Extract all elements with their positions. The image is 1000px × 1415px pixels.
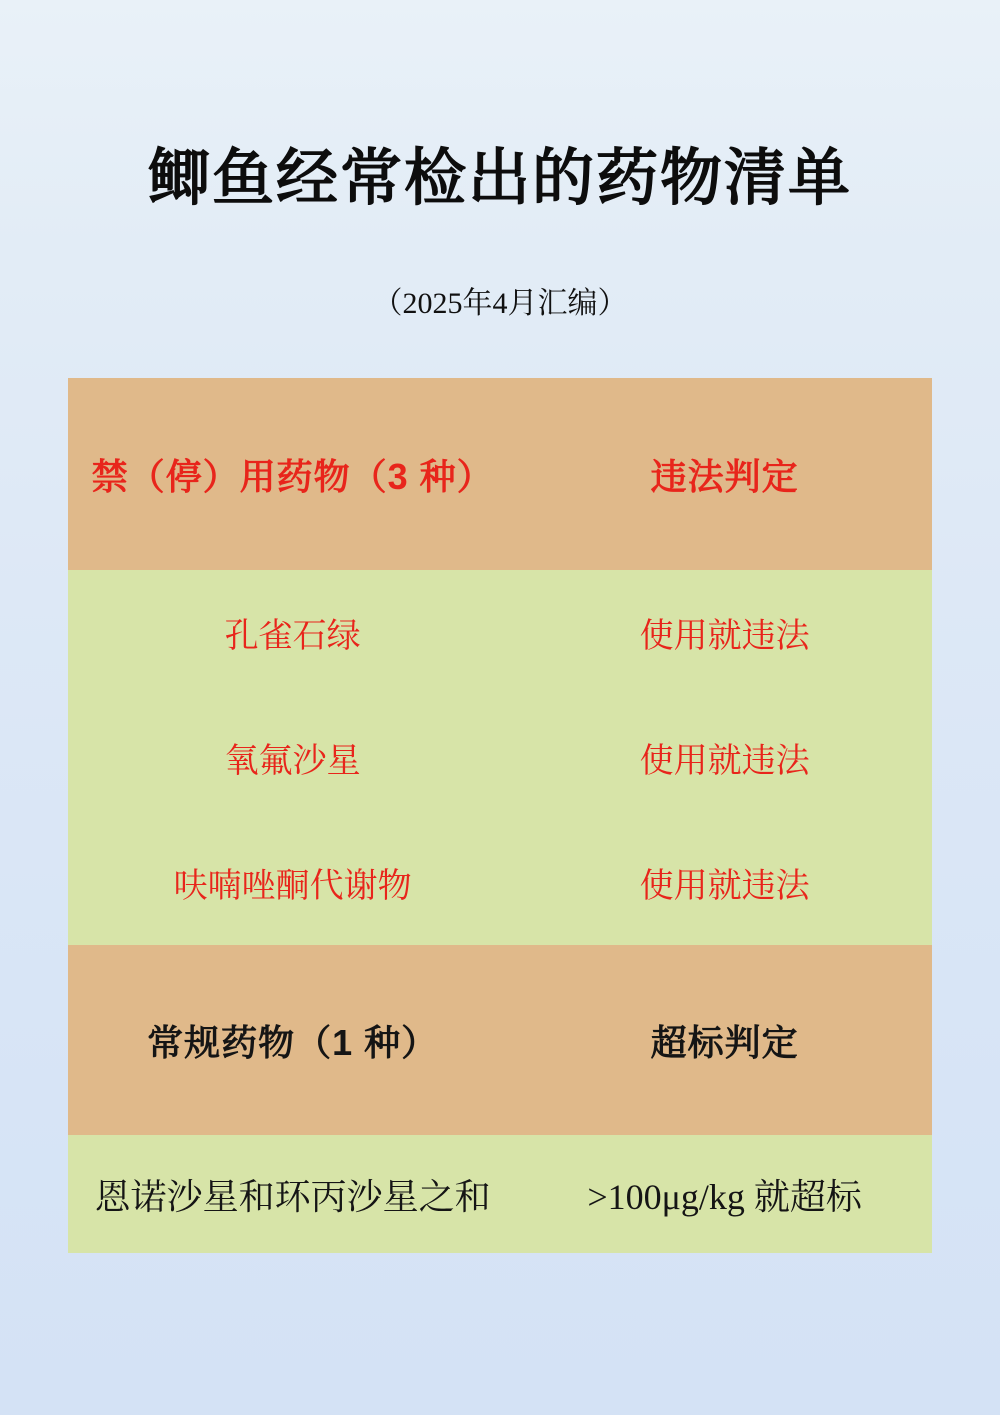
table-row: [68, 820, 932, 945]
table-row: [68, 1135, 932, 1253]
drug-name: 氧氟沙星: [224, 742, 361, 780]
drug-name: 孔雀石绿: [224, 617, 361, 655]
drug-verdict-cell: [517, 695, 932, 820]
page-title: 鲫鱼经常检出的药物清单: [147, 144, 852, 213]
banned-category-label: 禁（停）用药物（3 种）: [91, 455, 494, 497]
routine-verdict-label: 超标判定: [650, 1021, 799, 1063]
drug-verdict-cell: [517, 1135, 932, 1253]
drug-verdict-cell: [517, 570, 932, 695]
header-cell-verdict: [517, 378, 932, 570]
drug-list-table: [68, 378, 932, 1253]
drug-verdict: >100μg/kg 就超标: [587, 1176, 862, 1217]
table-header-row-banned: [68, 378, 932, 570]
header-cell-category: [68, 378, 517, 570]
drug-name-cell: [68, 695, 517, 820]
drug-name-cell: [68, 570, 517, 695]
table-row: [68, 570, 932, 695]
drug-verdict: 使用就违法: [639, 867, 810, 905]
header-cell-category: [68, 945, 517, 1135]
routine-category-label: 常规药物（1 种）: [147, 1021, 439, 1063]
table-header-row-routine: [68, 945, 932, 1135]
drug-verdict: 使用就违法: [639, 742, 810, 780]
table-row: [68, 695, 932, 820]
drug-name-cell: [68, 820, 517, 945]
drug-verdict-cell: [517, 820, 932, 945]
page-subtitle: （2025年4月汇编）: [372, 287, 628, 320]
drug-verdict: 使用就违法: [639, 617, 810, 655]
drug-name: 恩诺沙星和环丙沙星之和: [94, 1176, 491, 1217]
header-cell-verdict: [517, 945, 932, 1135]
drug-name-cell: [68, 1135, 517, 1253]
banned-verdict-label: 违法判定: [650, 455, 799, 497]
drug-name: 呋喃唑酮代谢物: [173, 867, 412, 905]
